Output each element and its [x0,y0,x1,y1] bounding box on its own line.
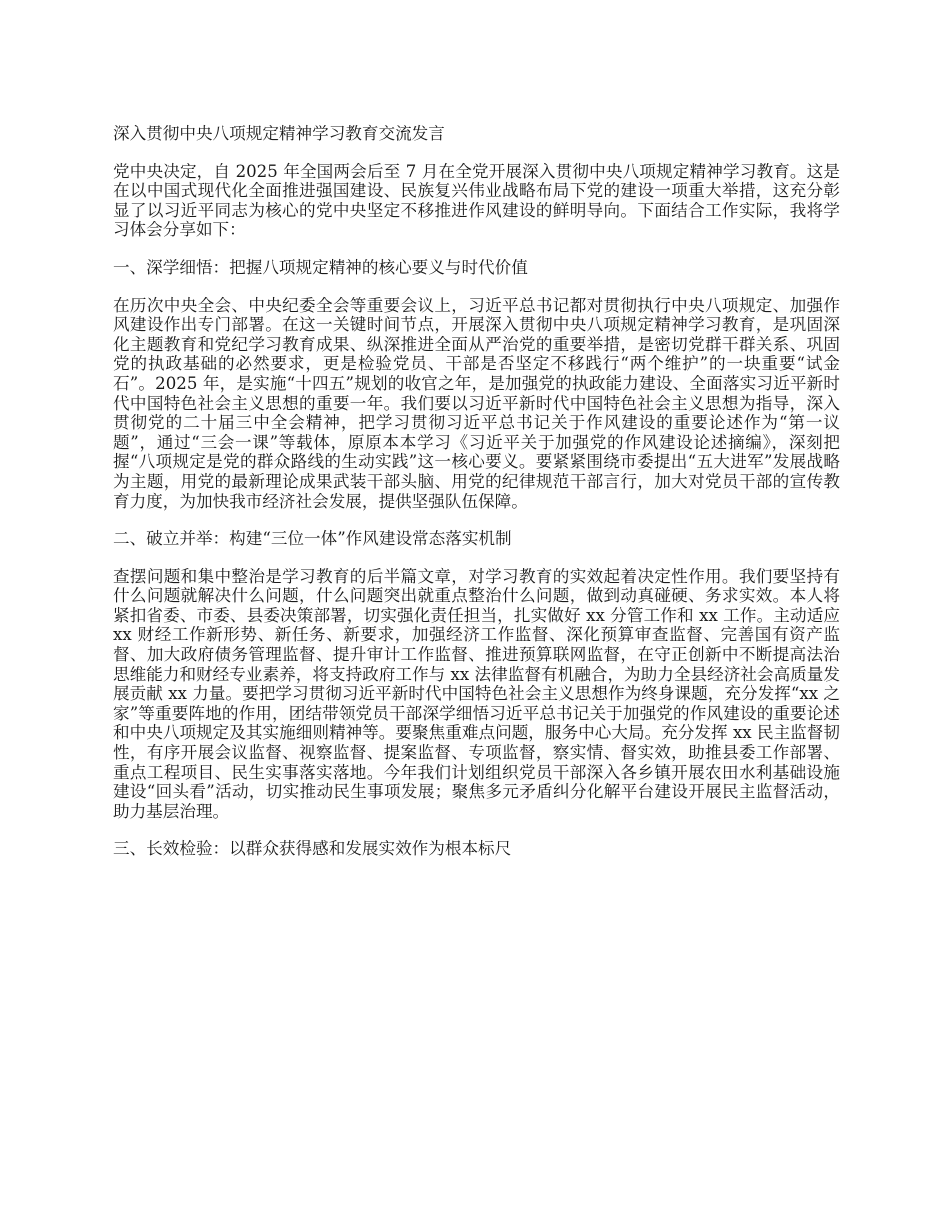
section-3-heading: 三、长效检验：以群众获得感和发展实效作为根本标尺 [113,839,512,859]
section-2-body: 查摆问题和集中整治是学习教育的后半篇文章，对学习教育的实效起着决定性作用。我们要坚持有什么问题就解决什么问题，什么问题突出就重点整治什么问题，做到动真碰硬、务求实效。本人将紧扣省委、市委、县委决策部署，切实强化责任担当，扎实做好 xx 分管工作和 xx 工作。主动适应 xx 财经工作新形势、新任务、新要求，加强经济工作监督、深化预算审查监督、完善国有资产监督、加大政府债务管理监督、提升审计工作监督、推进预算联网监督，在守正创新中不断提高法治思维能力和财经专业素养，将支持政府工作与 xx 法律监督有机融合，为助力全县经济社会高质量发展贡献 xx 力量。要把学习贯彻习近平新时代中国特色社会主义思想作为终身课题，充分发挥“xx 之家”等重要阵地的作用，团结带领党员干部深学细悟习近平总书记关于加强党的作风建设的重要论述和中央八项规定及其实施细则精神等。要聚焦重难点问题，服务中心大局。充分发挥 xx 民主监督韧性，有序开展会议监督、视察监督、提案监督、专项监督，察实情、督实效，助推县委工作部署、重点工程项目、民生实事落实落地。今年我们计划组织党员干部深入各乡镇开展农田水利基础设施建设“回头看”活动，切实推动民生事项发展；聚焦多元矛盾纠分化解平台建设开展民主监督活动，助力基层治理。 [113,566,840,821]
document-page [113,124,840,877]
section-1-body: 在历次中央全会、中央纪委全会等重要会议上，习近平总书记都对贯彻执行中央八项规定、加强作风建设作出专门部署。在这一关键时间节点，开展深入贯彻中央八项规定精神学习教育，是巩固深化主题教育和党纪学习教育成果、纵深推进全面从严治党的重要举措，是密切党群干群关系、巩固党的执政基础的必然要求，更是检验党员、干部是否坚定不移践行“两个维护”的一块重要“试金石”。2025 年，是实施“十四五”规划的收官之年，是加强党的执政能力建设、全面落实习近平新时代中国特色社会主义思想的重要一年。我们要以习近平新时代中国特色社会主义思想为指导，深入贯彻党的二十届三中全会精神，把学习贯彻习近平总书记关于作风建设的重要论述作为“第一议题”，通过“三会一课”等载体，原原本本学习《习近平关于加强党的作风建设论述摘编》，深刻把握“八项规定是党的群众路线的生动实践”这一核心要义。要紧紧围绕市委提出“五大进军”发展战略为主题，用党的最新理论成果武装干部头脑、用党的纪律规范干部言行，加大对党员干部的宣传教育力度，为加快我市经济社会发展，提供坚强队伍保障。 [113,295,840,511]
document-title: 深入贯彻中央八项规定精神学习教育交流发言 [113,124,445,143]
section-2-heading: 二、破立并举：构建“三位一体”作风建设常态落实机制 [113,529,512,549]
section-1-heading: 一、深学细悟：把握八项规定精神的核心要义与时代价值 [113,257,528,277]
intro-paragraph: 党中央决定，自 2025 年全国两会后至 7 月在全党开展深入贯彻中央八项规定精神学习教育。这是在以中国式现代化全面推进强国建设、民族复兴伟业战略布局下党的建设一项重大举措，这充分彰显了以习近平同志为核心的党中央坚定不移推进作风建设的鲜明导向。下面结合工作实际，我将学习体会分享如下： [113,161,840,240]
